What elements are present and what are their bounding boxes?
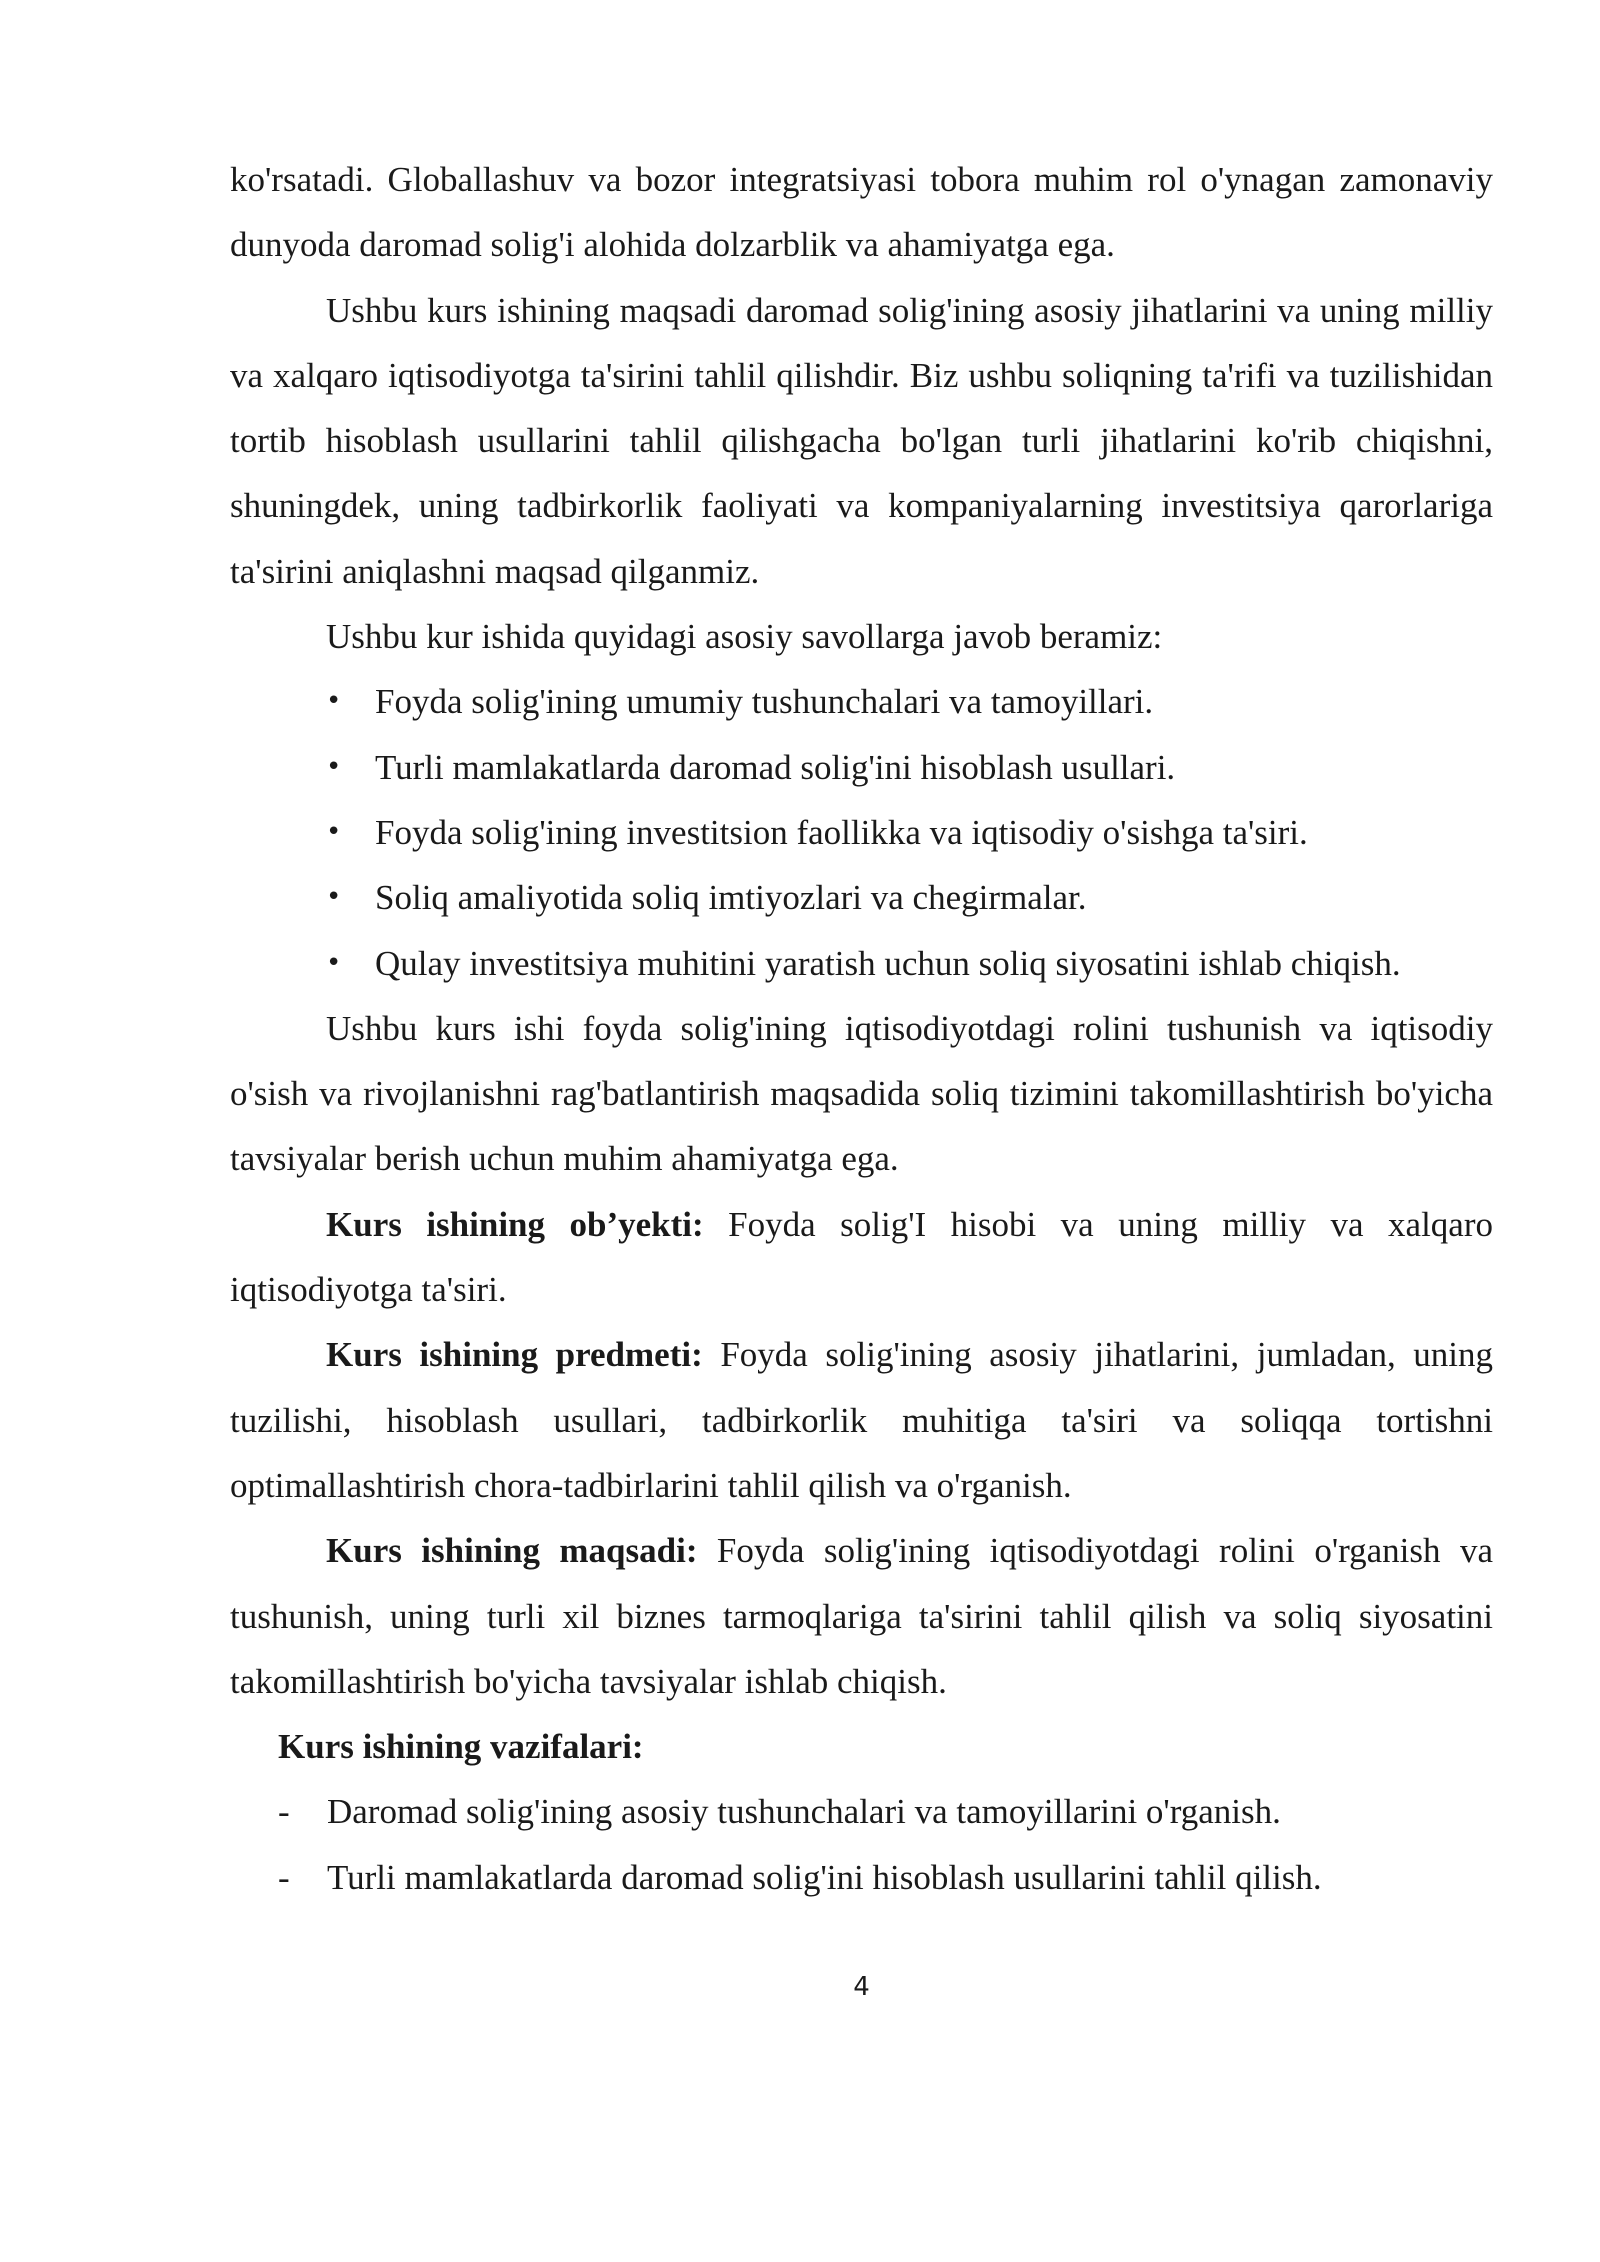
bullet-icon: • bbox=[326, 882, 342, 913]
list-item bbox=[230, 735, 1493, 800]
list-item-text: Foyda solig'ining investitsion faollikka va iqtisodiy o'sishga ta'siri. bbox=[375, 812, 1308, 852]
paragraph-questions-intro: Ushbu kur ishida quyidagi asosiy savollarga javob beramiz: bbox=[326, 617, 1163, 657]
goal-label: Kurs ishining maqsadi: bbox=[326, 1531, 698, 1571]
list-item bbox=[230, 1779, 1493, 1844]
document-page bbox=[230, 147, 1493, 1910]
subject-text: Foyda solig'ining asosiy jihatlarini, jumladan, uning tuzilishi, hisoblash usullari, tadbirkorlik muhitiga ta'siri va soliqqa tortishni optimallashtirish chora-tadbirlarini tahlil qilish va o'rganish. bbox=[230, 1335, 1493, 1505]
paragraph-course-aim: Ushbu kurs ishining maqsadi daromad solig'ining asosiy jihatlarini va uning milliy va xalqaro iqtisodiyotga ta'sirini tahlil qilishdir. Biz ushbu soliqning ta'rifi va tuzilishidan tortib hisoblash usullarini tahlil qilishgacha bo'lgan turli jihatlarini ko'rib chiqishni, shuningdek, uning tadbirkorlik faoliyati va kompaniyalarning investitsiya qarorlariga ta'sirini aniqlashni maqsad qilganmiz. bbox=[230, 290, 1493, 591]
list-item bbox=[230, 669, 1493, 734]
paragraph-goal bbox=[230, 1518, 1493, 1714]
goal-text: Foyda solig'ining iqtisodiyotdagi rolini o'rganish va tushunish, uning turli xil biznes tarmoqlariga ta'sirini tahlil qilish va soliq siyosatini takomillashtirish bo'yicha tavsiyalar ishlab chiqish. bbox=[230, 1531, 1493, 1701]
bullet-icon: • bbox=[326, 816, 342, 847]
object-label: Kurs ishining ob’yekti: bbox=[326, 1204, 704, 1244]
tasks-heading: Kurs ishining vazifalari: bbox=[278, 1727, 644, 1767]
page-number: 4 bbox=[853, 1972, 870, 2002]
questions-list bbox=[230, 669, 1493, 995]
bullet-icon: • bbox=[326, 686, 342, 717]
dash-icon: - bbox=[278, 1857, 290, 1897]
list-item bbox=[230, 931, 1493, 996]
list-item-text: Qulay investitsiya muhitini yaratish uchun soliq siyosatini ishlab chiqish. bbox=[375, 943, 1401, 983]
list-item-text: Soliq amaliyotida soliq imtiyozlari va chegirmalar. bbox=[375, 878, 1087, 918]
paragraph-subject bbox=[230, 1322, 1493, 1518]
paragraph-intro-continuation: ko'rsatadi. Globallashuv va bozor integratsiyasi tobora muhim rol o'ynagan zamonaviy dunyoda daromad solig'i alohida dolzarblik va ahamiyatga ega. bbox=[230, 160, 1493, 265]
paragraph-object bbox=[230, 1192, 1493, 1323]
list-item bbox=[230, 865, 1493, 930]
list-item bbox=[230, 1845, 1493, 1910]
dash-icon: - bbox=[278, 1792, 290, 1832]
bullet-icon: • bbox=[326, 751, 342, 782]
list-item-text: Daromad solig'ining asosiy tushunchalari va tamoyillarini o'rganish. bbox=[327, 1792, 1281, 1832]
list-item-text: Turli mamlakatlarda daromad solig'ini hisoblash usullari. bbox=[375, 747, 1176, 787]
list-item-text: Turli mamlakatlarda daromad solig'ini hisoblash usullarini tahlil qilish. bbox=[327, 1857, 1322, 1897]
subject-label: Kurs ishining predmeti: bbox=[326, 1335, 703, 1375]
object-text: Foyda solig'I hisobi va uning milliy va xalqaro iqtisodiyotga ta'siri. bbox=[230, 1204, 1493, 1310]
tasks-list bbox=[230, 1779, 1493, 1910]
list-item bbox=[230, 800, 1493, 865]
list-item-text: Foyda solig'ining umumiy tushunchalari va tamoyillari. bbox=[375, 682, 1154, 722]
bullet-icon: • bbox=[326, 947, 342, 978]
paragraph-significance: Ushbu kurs ishi foyda solig'ining iqtisodiyotdagi rolini tushunish va iqtisodiy o'sish va rivojlanishni rag'batlantirish maqsadida soliq tizimini takomillashtirish bo'yicha tavsiyalar berish uchun muhim ahamiyatga ega. bbox=[230, 1008, 1493, 1179]
